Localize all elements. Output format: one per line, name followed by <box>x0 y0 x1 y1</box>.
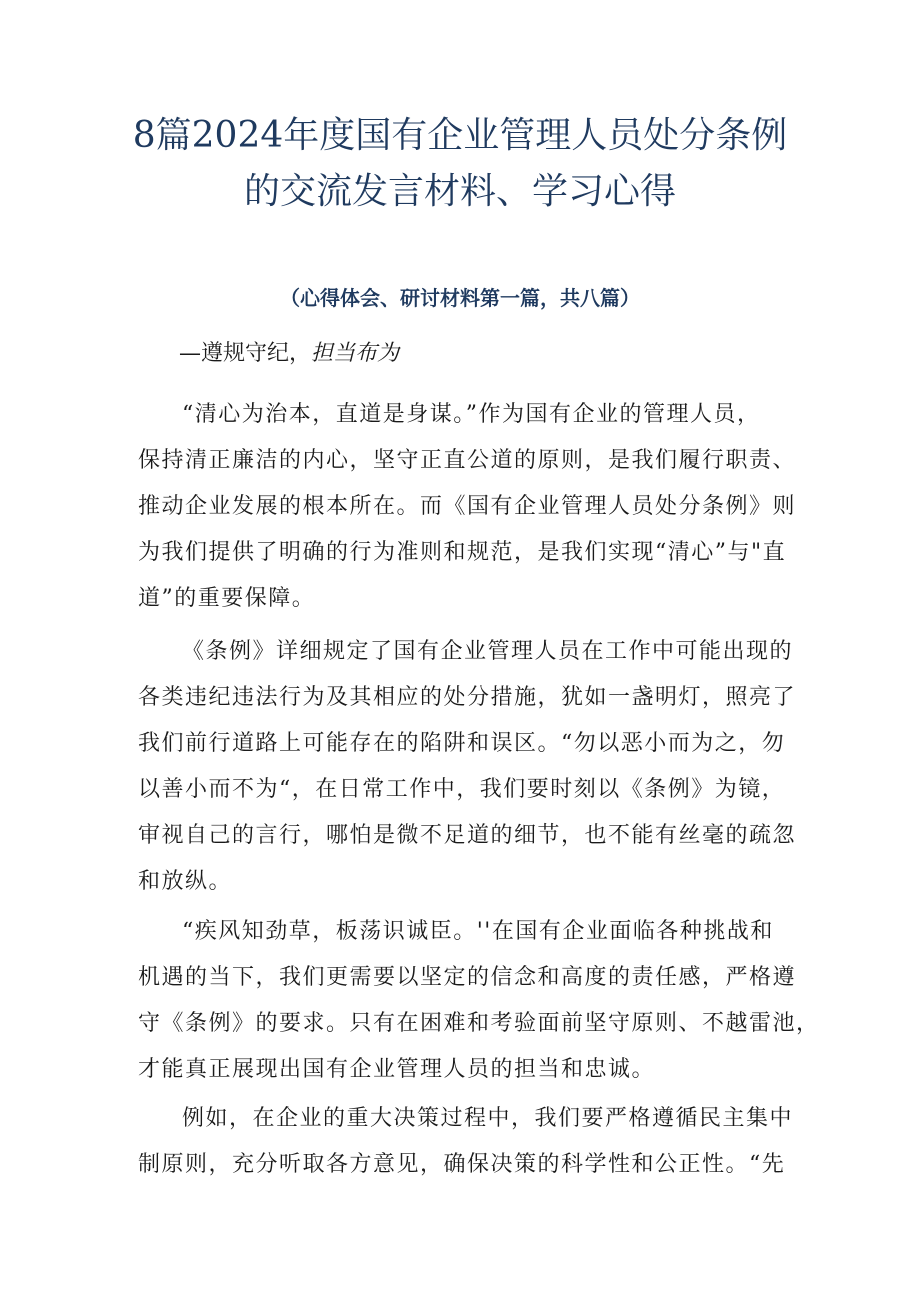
paragraph-3 <box>138 909 820 1093</box>
document-title <box>0 108 920 220</box>
paragraph-line: 各类违纪违法行为及其相应的处分措施，犹如一盏明灯，照亮了 <box>138 685 797 710</box>
section-heading-prefix: —遵规守纪， <box>179 341 312 366</box>
paragraph-line: 和放纵。 <box>138 869 233 894</box>
paragraph-line: 《条例》详细规定了国有企业管理人员在工作中可能出现的 <box>182 639 794 664</box>
paragraph-2 <box>138 629 798 905</box>
paragraph-line: 制原则，充分听取各方意见，确保决策的科学性和公正性。“先 <box>138 1152 786 1177</box>
paragraph-line: 机遇的当下，我们更需要以坚定的信念和高度的责任感，严格遵 <box>138 965 797 990</box>
paragraph-line: 例如，在企业的重大决策过程中，我们要严格遵循民主集中 <box>182 1106 794 1131</box>
paragraph-line: 为我们提供了明确的行为准则和规范，是我们实现“清心”与"直 <box>138 540 787 565</box>
title-line-1: 8篇2024年度国有企业管理人员处分条例 <box>132 115 788 156</box>
paragraph-line: 道”的重要保障。 <box>138 586 316 611</box>
title-line-2: 的交流发言材料、学习心得 <box>243 171 676 212</box>
paragraph-line: 以善小而不为“，在日常工作中，我们要时刻以《条例》为镜， <box>138 777 786 802</box>
paragraph-line: 保持清正廉洁的内心，坚守正直公道的原则，是我们履行职责、 <box>138 448 797 473</box>
paragraph-1 <box>138 392 798 622</box>
document-subtitle: （心得体会、研讨材料第一篇，共八篇） <box>280 286 640 310</box>
paragraph-line: 审视自己的言行，哪怕是微不足道的细节，也不能有丝毫的疏忽 <box>138 823 797 848</box>
paragraph-line: 才能真正展现出国有企业管理人员的担当和忠诚。 <box>138 1057 656 1082</box>
paragraph-line: 推动企业发展的根本所在。而《国有企业管理人员处分条例》则 <box>138 494 797 519</box>
paragraph-line: 我们前行道路上可能存在的陷阱和误区。“勿以恶小而为之，勿 <box>138 731 786 756</box>
paragraph-line: 守《条例》的要求。只有在困难和考验面前坚守原则、不越雷池， <box>138 1011 820 1036</box>
section-heading <box>179 338 399 370</box>
paragraph-4 <box>138 1096 798 1188</box>
section-heading-italic: 担当布为 <box>311 341 400 366</box>
paragraph-line: “疾风知劲草，板荡识诚臣。''在国有企业面临各种挑战和 <box>182 919 774 944</box>
paragraph-line: “清心为治本，直道是身谋。”作为国有企业的管理人员， <box>182 402 761 427</box>
